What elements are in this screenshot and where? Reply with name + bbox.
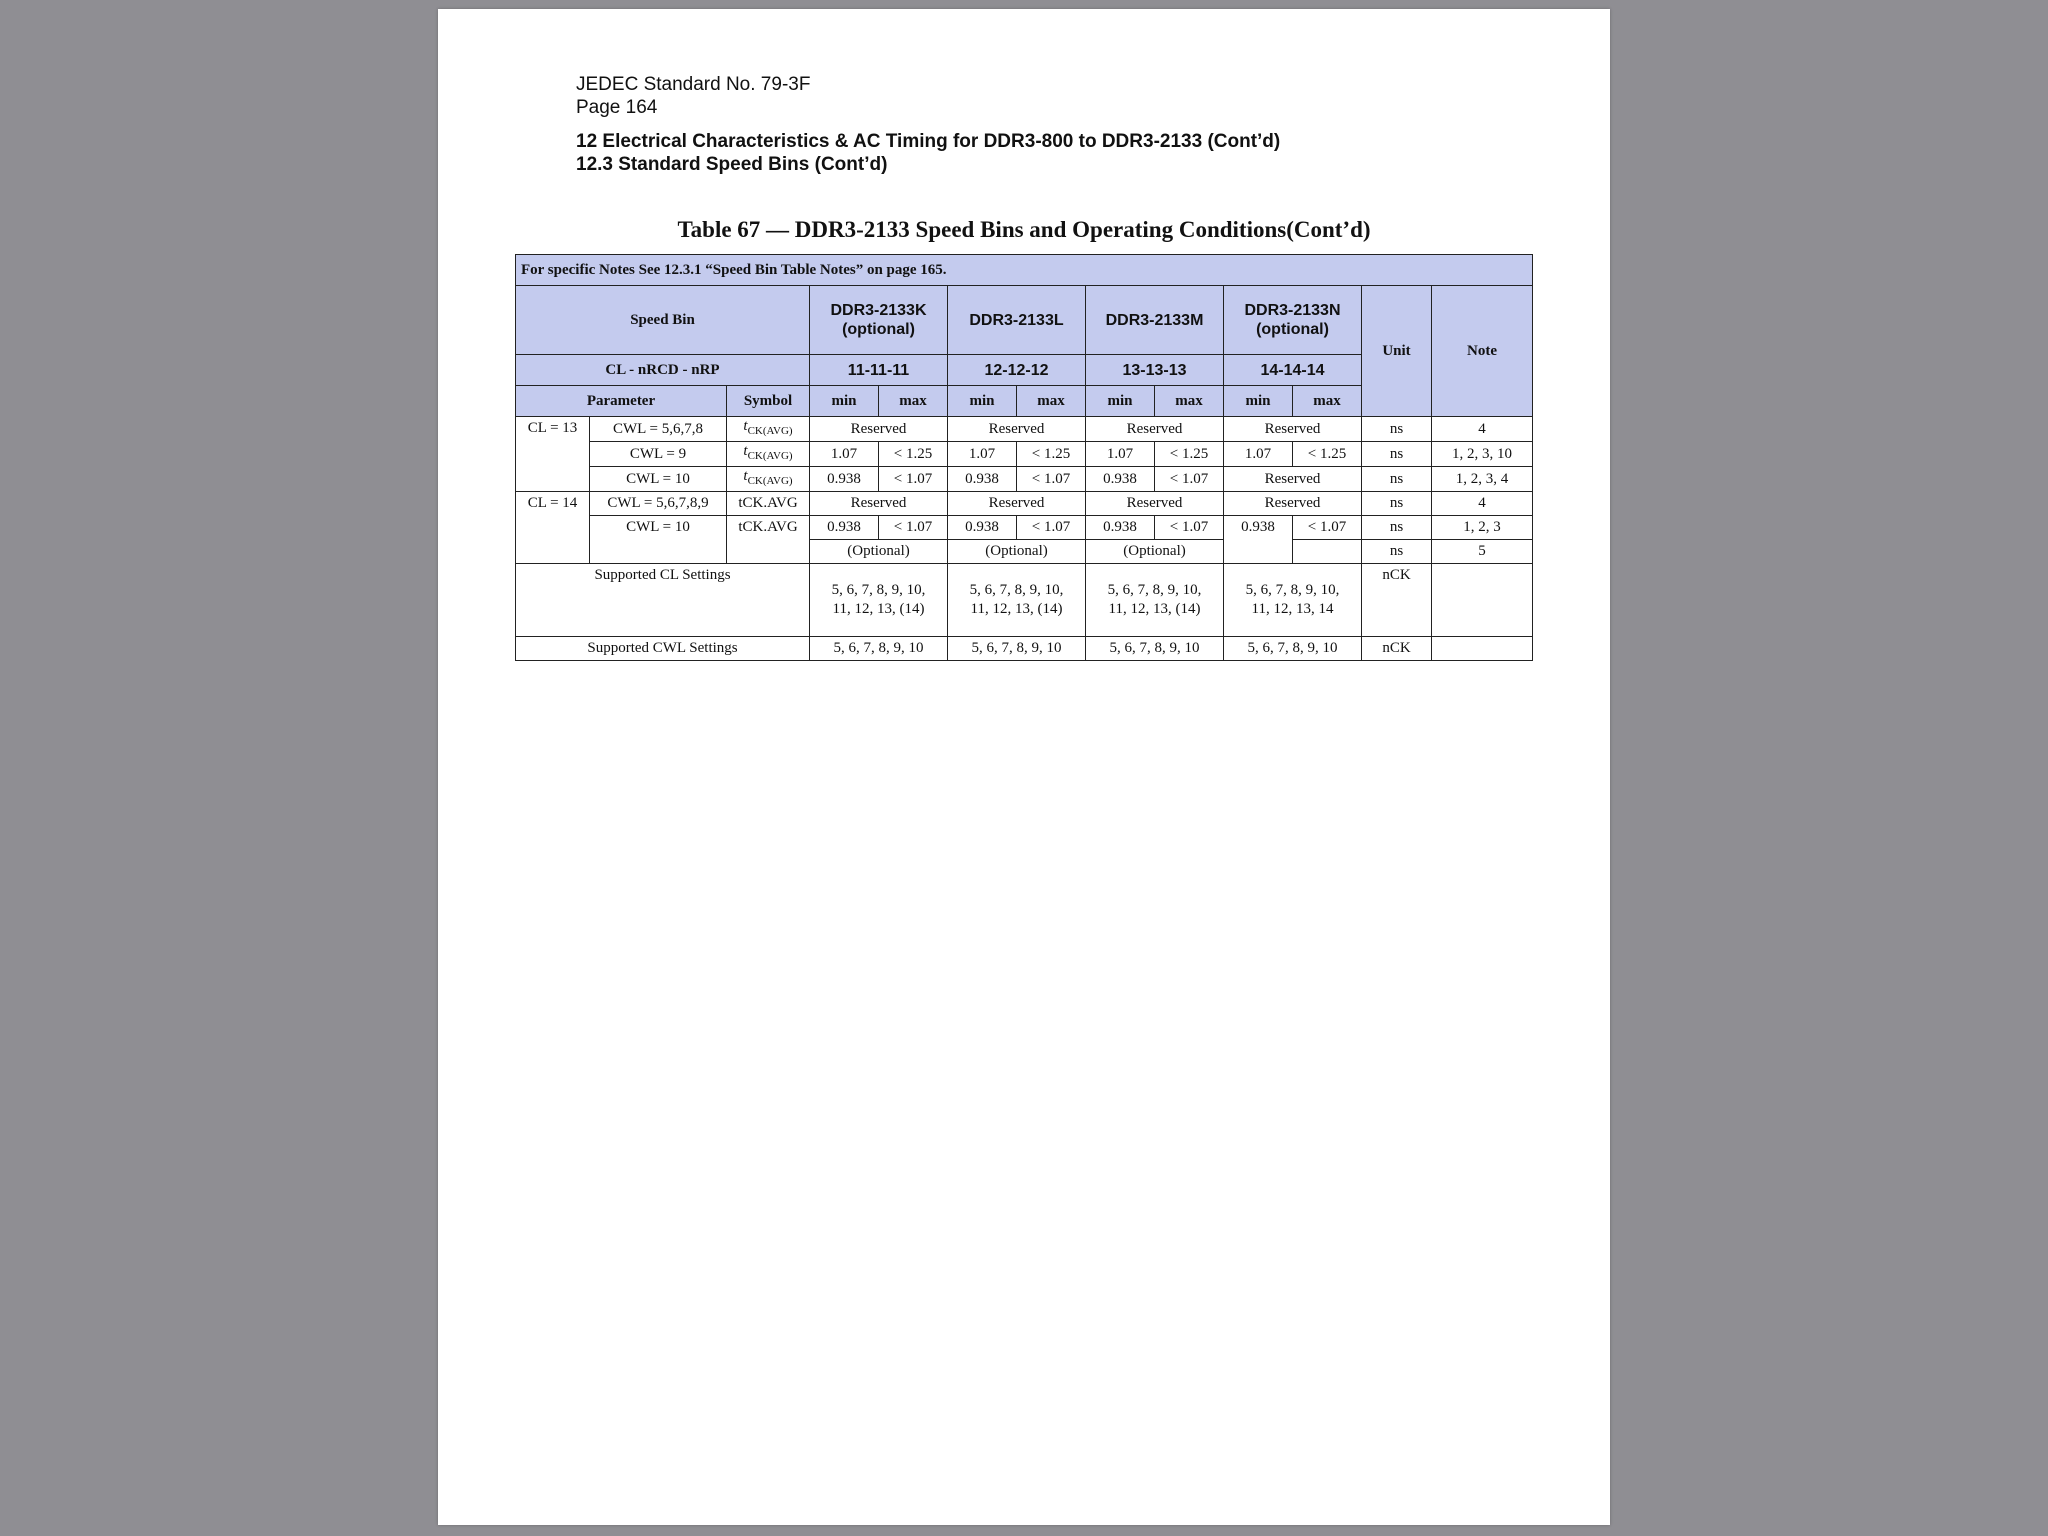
supported-cl-l: 5, 6, 7, 8, 9, 10, 11, 12, 13, (14)	[948, 564, 1086, 637]
speed-bin-label: Speed Bin	[516, 286, 810, 355]
supported-cl-m: 5, 6, 7, 8, 9, 10, 11, 12, 13, (14)	[1086, 564, 1224, 637]
value-cell: 1.07	[1086, 442, 1155, 467]
note-header: Note	[1432, 286, 1533, 417]
unit-cell: ns	[1362, 540, 1432, 564]
cwl-cell: CWL = 10	[590, 516, 727, 564]
value-cell: 0.938	[1224, 516, 1293, 540]
supported-cwl-m: 5, 6, 7, 8, 9, 10	[1086, 637, 1224, 661]
bin-l-header	[948, 286, 1086, 355]
bin-n-header	[1224, 286, 1362, 355]
value-cell: Reserved	[948, 492, 1086, 516]
table-row	[516, 492, 1533, 516]
note-cell: 1, 2, 3, 10	[1432, 442, 1533, 467]
value-cell: (Optional)	[810, 540, 948, 564]
symbol-cell: $t_{CK(AVG)}$	[727, 417, 810, 442]
symbol-cell: $t_{CK(AVG)}$	[727, 467, 810, 492]
unit-cell: ns	[1362, 442, 1432, 467]
supported-cwl-n: 5, 6, 7, 8, 9, 10	[1224, 637, 1362, 661]
value-cell: < 1.07	[879, 516, 948, 540]
note-cell: 5	[1432, 540, 1533, 564]
value-cell: Reserved	[810, 492, 948, 516]
bin-m-name: DDR3-2133M	[1105, 311, 1204, 329]
value-cell: (Optional)	[948, 540, 1086, 564]
value-cell: 0.938	[810, 467, 879, 492]
min-header: min	[1224, 386, 1293, 417]
note-cell	[1432, 637, 1533, 661]
unit-cell: ns	[1362, 516, 1432, 540]
empty-cell	[1293, 540, 1362, 564]
supported-cwl-label: Supported CWL Settings	[516, 637, 810, 661]
cl13-label: CL = 13	[516, 417, 590, 492]
note-cell: 1, 2, 3, 4	[1432, 467, 1533, 492]
value-cell: < 1.25	[1293, 442, 1362, 467]
min-header: min	[1086, 386, 1155, 417]
value-cell: < 1.25	[1017, 442, 1086, 467]
bin-m-header	[1086, 286, 1224, 355]
unit-cell: ns	[1362, 467, 1432, 492]
table-row	[516, 637, 1533, 661]
value-cell: Reserved	[1086, 492, 1224, 516]
supported-cwl-l: 5, 6, 7, 8, 9, 10	[948, 637, 1086, 661]
value-cell: < 1.07	[1155, 516, 1224, 540]
table-title: Table 67 — DDR3-2133 Speed Bins and Operating Conditions(Cont’d)	[677, 217, 1371, 242]
value-cell: (Optional)	[1086, 540, 1224, 564]
table-row	[516, 564, 1533, 637]
section-heading: 12 Electrical Characteristics & AC Timing for DDR3-800 to DDR3-2133 (Cont’d)	[576, 131, 1281, 152]
notes-row: For specific Notes See 12.3.1 “Speed Bin Table Notes” on page 165.	[516, 255, 1533, 286]
table-row	[516, 516, 1533, 540]
table-row	[516, 467, 1533, 492]
value-cell: < 1.07	[1155, 467, 1224, 492]
value-cell: Reserved	[1224, 417, 1362, 442]
value-cell: < 1.07	[1017, 467, 1086, 492]
bin-k-option: (optional)	[842, 321, 915, 338]
note-cell: 4	[1432, 417, 1533, 442]
value-cell: 0.938	[810, 516, 879, 540]
cwl-cell: CWL = 10	[590, 467, 727, 492]
value-cell: 0.938	[948, 467, 1017, 492]
bin-n-option: (optional)	[1256, 321, 1329, 338]
cwl-cell: CWL = 9	[590, 442, 727, 467]
value-cell: Reserved	[948, 417, 1086, 442]
value-cell: < 1.07	[879, 467, 948, 492]
unit-cell: ns	[1362, 492, 1432, 516]
value-cell: Reserved	[1086, 417, 1224, 442]
bin-n-name: DDR3-2133N	[1244, 302, 1341, 319]
unit-cell: nCK	[1362, 637, 1432, 661]
value-cell: Reserved	[1224, 492, 1362, 516]
parameter-header: Parameter	[516, 386, 727, 417]
note-cell: 4	[1432, 492, 1533, 516]
page-number: Page 164	[576, 97, 658, 118]
bin-l-timing: 12-12-12	[948, 355, 1086, 386]
supported-cl-k: 5, 6, 7, 8, 9, 10, 11, 12, 13, (14)	[810, 564, 948, 637]
max-header: max	[1293, 386, 1362, 417]
symbol-cell: tCK.AVG	[727, 516, 810, 564]
table-row	[516, 417, 1533, 442]
value-cell: 0.938	[1086, 467, 1155, 492]
standard-number: JEDEC Standard No. 79-3F	[576, 74, 811, 95]
document-page	[438, 9, 1610, 1525]
value-cell: Reserved	[810, 417, 948, 442]
bin-k-header	[810, 286, 948, 355]
value-cell: 1.07	[948, 442, 1017, 467]
value-cell: < 1.07	[1017, 516, 1086, 540]
bin-n-timing: 14-14-14	[1224, 355, 1362, 386]
cl-nrcd-nrp-label: CL - nRCD - nRP	[516, 355, 810, 386]
value-cell: 0.938	[948, 516, 1017, 540]
unit-cell: ns	[1362, 417, 1432, 442]
value-cell: < 1.25	[879, 442, 948, 467]
bin-m-timing: 13-13-13	[1086, 355, 1224, 386]
min-header: min	[948, 386, 1017, 417]
value-cell: < 1.25	[1155, 442, 1224, 467]
min-header: min	[810, 386, 879, 417]
supported-cl-label: Supported CL Settings	[516, 564, 810, 637]
value-cell: 0.938	[1086, 516, 1155, 540]
bin-k-timing: 11-11-11	[810, 355, 948, 386]
speed-bin-table	[515, 254, 1533, 661]
unit-cell: nCK	[1362, 564, 1432, 637]
supported-cwl-k: 5, 6, 7, 8, 9, 10	[810, 637, 948, 661]
value-cell: Reserved	[1224, 467, 1362, 492]
value-cell: 1.07	[810, 442, 879, 467]
value-cell: 1.07	[1224, 442, 1293, 467]
symbol-cell: tCK.AVG	[727, 492, 810, 516]
cwl-cell: CWL = 5,6,7,8,9	[590, 492, 727, 516]
note-cell	[1432, 564, 1533, 637]
bin-k-name: DDR3-2133K	[830, 302, 927, 319]
symbol-header: Symbol	[727, 386, 810, 417]
value-cell: < 1.07	[1293, 516, 1362, 540]
symbol-cell: $t_{CK(AVG)}$	[727, 442, 810, 467]
note-cell: 1, 2, 3	[1432, 516, 1533, 540]
table-row	[516, 442, 1533, 467]
bin-l-name: DDR3-2133L	[969, 311, 1064, 329]
empty-cell	[1224, 540, 1293, 564]
max-header: max	[1017, 386, 1086, 417]
cwl-cell: CWL = 5,6,7,8	[590, 417, 727, 442]
max-header: max	[1155, 386, 1224, 417]
max-header: max	[879, 386, 948, 417]
cl14-label: CL = 14	[516, 492, 590, 564]
supported-cl-n: 5, 6, 7, 8, 9, 10, 11, 12, 13, 14	[1224, 564, 1362, 637]
unit-header: Unit	[1362, 286, 1432, 417]
subsection-heading: 12.3 Standard Speed Bins (Cont’d)	[576, 154, 888, 175]
